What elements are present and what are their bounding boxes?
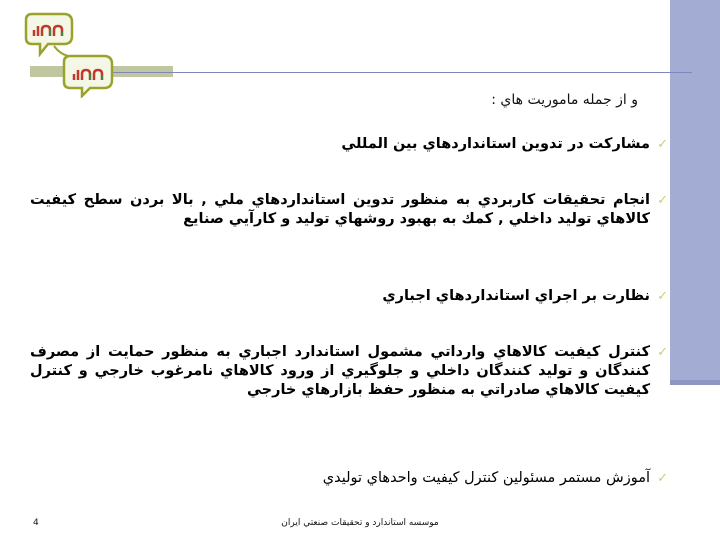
check-icon: ✓	[657, 471, 668, 486]
list-item	[30, 469, 668, 488]
check-icon: ✓	[657, 345, 668, 360]
list-item	[30, 191, 668, 229]
check-icon: ✓	[657, 137, 668, 152]
list-item	[30, 135, 668, 154]
institute-logo	[24, 10, 116, 98]
check-icon: ✓	[657, 289, 668, 304]
header-divider	[100, 72, 692, 73]
list-item	[30, 343, 668, 400]
check-icon: ✓	[657, 193, 668, 208]
footer-organization: موسسه استاندارد و تحقيقات صنعتي ايران	[281, 518, 439, 528]
list-item-text: كنترل كيفيت كالاهاي وارداتي مشمول استاندارد اجباري به منظور حمايت از مصرف كنندگان و توليد كنندگان داخلي و جلوگيري از ورود كالاهاي نامرغوب خارجي و كنترل كيفيت كالاهاي صادراتي به منظور حفظ بازارهاي خارجي	[30, 344, 650, 398]
list-item	[30, 287, 668, 306]
sidebar-decoration-shadow	[670, 380, 720, 385]
list-item-text: مشاركت در تدوين استانداردهاي بين المللي	[341, 136, 650, 152]
list-item-text: نظارت بر اجراي استانداردهاي اجباري	[382, 288, 650, 304]
list-item-text: آموزش مستمر مسئولين كنترل كيفيت واحدهاي توليدي	[322, 470, 650, 486]
list-item-text: انجام تحقيقات كاربردي به منظور تدوين استانداردهاي ملي , بالا بردن سطح كيفيت كالاهاي توليد داخلي , كمك به بهبود روشهاي توليد و كارآيي صنايع	[30, 192, 650, 227]
intro-text: و از جمله ماموريت هاي :	[491, 92, 638, 108]
sidebar-decoration	[670, 0, 720, 385]
page-number: 4	[33, 518, 39, 528]
